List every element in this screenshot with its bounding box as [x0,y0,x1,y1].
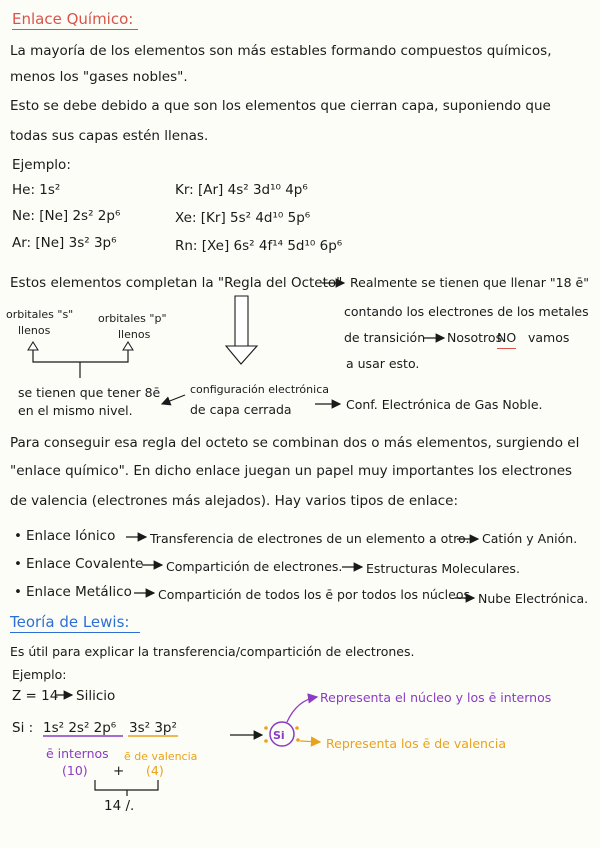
plus-sign: + [113,763,125,779]
ocho-e-line-1: se tienen que tener 8ē [18,385,161,400]
e-valencia-label: ē de valencia [124,750,198,763]
vamos-word: vamos [528,330,570,345]
total-count: 14 /. [104,798,135,814]
para-line-2: "enlace químico". En dicho enlace juegan un papel muy importantes los electrones [10,463,573,479]
lewis-description: Es útil para explicar la transferencia/compartición de electrones. [10,644,415,659]
bullet-2-dot: • [14,556,22,572]
para-line-3: de valencia (electrones más alejados). Hay varios tipos de enlace: [10,493,459,509]
orbitales-s-llenos: llenos [18,324,51,337]
no-word: NO [497,329,516,349]
bullet-1-dot: • [14,528,22,544]
ejemplo-label-1: Ejemplo: [12,157,71,173]
he-config: He: 1s² [12,182,61,198]
bullet-1-desc: Transferencia de electrones de un elemento a otro. [150,531,470,546]
ejemplo-label-2: Ejemplo: [12,667,67,682]
reason-line-1: Esto se debe debido a que son los elementos que cierran capa, suponiendo que [10,98,551,114]
lewis-title-underline [10,632,140,633]
ne-config: Ne: [Ne] 2s² 2p⁶ [12,208,121,224]
octeto-line: Estos elementos completan la "Regla del Octeto" [10,275,343,291]
e-valencia-count: (4) [146,763,164,778]
realmente-line-3b: Nosotros [447,330,503,345]
realmente-line-1: Realmente se tienen que llenar "18 ē" [350,275,589,290]
bullet-3-label: Enlace Metálico [26,584,132,600]
orbitales-bracket [33,348,128,362]
si-inner-config: 1s² 2s² 2p⁶ [43,720,117,736]
bullet-2-desc: Compartición de electrones. [166,559,343,574]
orbitales-p-label: orbitales "p" [98,312,167,325]
xe-config: Xe: [Kr] 5s² 4d¹⁰ 5p⁶ [175,210,311,226]
si-prefix: Si : [12,720,34,736]
rn-config: Rn: [Xe] 6s² 4f¹⁴ 5d¹⁰ 6p⁶ [175,238,343,254]
si-valence-config: 3s² 3p² [129,720,177,736]
bullet-3-dot: • [14,584,22,600]
para-line-1: Para conseguir esa regla del octeto se combinan dos o más elementos, surgiendo el [10,435,580,451]
e-internos-count: (10) [62,763,88,778]
z-line: Z = 14 [12,688,59,704]
title-teoria-lewis: Teoría de Lewis: [10,613,130,631]
reason-line-2: todas sus capas estén llenas. [10,128,209,144]
e-internos-label: ē internos [46,746,109,761]
ocho-e-line-2: en el mismo nivel. [18,403,133,418]
conf-gas-noble: Conf. Electrónica de Gas Noble. [346,397,543,412]
orbitales-s-label: orbitales "s" [6,308,74,321]
bullet-1-result: Catión y Anión. [482,531,578,546]
bullet-2-result: Estructuras Moleculares. [366,561,520,576]
kr-config: Kr: [Ar] 4s² 3d¹⁰ 4p⁶ [175,182,308,198]
arrow-octeto-down [235,296,248,346]
config-line-2: de capa cerrada [190,402,292,417]
represent-nucleo: Representa el núcleo y los ē internos [320,690,552,705]
realmente-line-3a: de transición [344,330,426,345]
title-underline [12,29,138,30]
silicio-word: Silicio [76,688,116,704]
bullet-3-result: Nube Electrónica. [478,591,589,606]
arrow-config-8e [162,395,185,404]
ar-config: Ar: [Ne] 3s² 3p⁶ [12,235,117,251]
represent-valencia: Representa los ē de valencia [326,736,506,751]
bullet-1-label: Enlace Iónico [26,528,116,544]
lewis-si-symbol: Si [273,729,285,742]
usar-esto: a usar esto. [346,356,420,371]
title-enlace-quimico: Enlace Químico: [12,10,134,28]
intro-line-2: menos los "gases nobles". [10,69,188,85]
config-line-1: configuración electrónica [190,383,329,396]
intro-line-1: La mayoría de los elementos son más estables formando compuestos químicos, [10,43,552,59]
bullet-3-desc: Compartición de todos los ē por todos los núcleos [158,587,470,602]
orbitales-p-llenos: llenos [118,328,151,341]
realmente-line-2: contando los electrones de los metales [344,304,589,319]
bullet-2-label: Enlace Covalente [26,556,144,572]
